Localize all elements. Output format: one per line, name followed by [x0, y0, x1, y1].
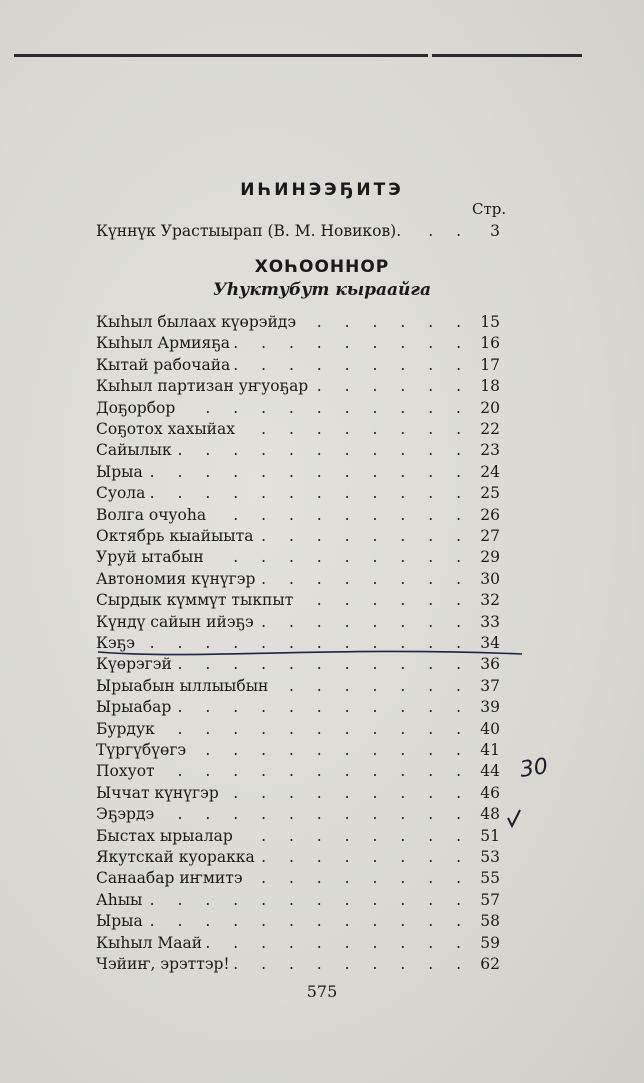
- dot-leader: . . . . . . . . . . .: [177, 698, 470, 717]
- entry-title: Кыһыл былаах күөрэйдэ: [96, 313, 297, 331]
- entry-title: Ырыабын ыллыыбын: [96, 676, 269, 695]
- dot-leader: . . . . . . . . .: [233, 783, 470, 802]
- entry-page: 51: [480, 826, 500, 845]
- dot-leader: . .: [428, 222, 470, 240]
- dot-leader: . . . . . . . . .: [233, 548, 470, 567]
- section-title: ХОҺООННОР: [254, 257, 390, 277]
- dot-leader: . . . . . . . . . . . .: [149, 634, 470, 652]
- entry-title: Октябрь кыайыыта: [96, 527, 254, 545]
- dot-leader: . . . . . . .: [288, 676, 470, 695]
- dot-leader: . . . . . . . . .: [233, 955, 470, 973]
- entry-page: 16: [480, 334, 500, 353]
- entry-title: Кытай рабочайа: [96, 355, 231, 374]
- dot-leader: . . . . . . . . . . .: [177, 805, 470, 824]
- dot-leader: . . . . . . . .: [261, 869, 470, 888]
- dot-leader: . . . . . . . . . . .: [177, 441, 470, 460]
- entry-page: 23: [480, 441, 500, 460]
- entry-page: 41: [480, 741, 500, 759]
- entry-page: 58: [480, 912, 500, 931]
- entry-title: Уруй ытабын: [96, 548, 204, 567]
- entry-title: Ырыабар: [96, 698, 172, 717]
- dot-leader: . . . . . .: [316, 313, 470, 331]
- entry-page: 34: [480, 634, 500, 652]
- entry-title: Чэйиҥ, эрэттэр!: [96, 955, 230, 973]
- entry-title: Сайылык: [96, 441, 172, 460]
- entry-title: Бурдук: [96, 719, 155, 738]
- dot-leader: . . . . . . . .: [261, 420, 470, 438]
- entry-page: 25: [480, 484, 500, 503]
- entry-page: 30: [480, 569, 500, 588]
- entry-page: 36: [480, 655, 500, 674]
- check-mark-icon: [508, 810, 520, 826]
- entry-page: 20: [480, 398, 500, 417]
- entry-page: 55: [480, 869, 500, 888]
- page-column-label: Стр.: [472, 200, 507, 218]
- dot-leader: . . . . . . . . . . .: [177, 762, 470, 781]
- entry-title: Суола: [96, 484, 146, 503]
- entry-title: Соҕотох хахыйах: [96, 420, 235, 438]
- entry-page: 27: [480, 527, 500, 545]
- entry-title: Кыһыл Маай: [96, 933, 203, 952]
- dot-leader: . . . . . . . .: [261, 527, 470, 545]
- entry-page: 18: [480, 377, 500, 396]
- entry-page: 40: [480, 719, 500, 738]
- entry-title: Кыһыл Армияҕа: [96, 334, 231, 353]
- entry-title: Ырыа: [96, 912, 143, 931]
- entry-title: Аһыы: [96, 890, 143, 909]
- entry-page: 3: [490, 222, 500, 240]
- entry-page: 26: [480, 505, 500, 524]
- entry-title: Автономия күнүгэр: [96, 569, 256, 588]
- entry-page: 37: [480, 676, 500, 695]
- entry-page: 53: [480, 848, 500, 866]
- entry-title: Санаабар иҥмитэ: [96, 869, 243, 888]
- dot-leader: . . . . . . . . .: [233, 334, 470, 353]
- entry-page: 44: [480, 762, 500, 781]
- dot-leader: . . . . . .: [316, 591, 470, 610]
- dot-leader: . . . . . . . .: [261, 848, 470, 866]
- entry-title: Сырдык күммүт тыкпыт: [96, 591, 294, 610]
- dot-leader: . . . . . . . . . .: [205, 398, 470, 417]
- entry-page: 59: [480, 933, 500, 952]
- entry-title: Доҕорбор: [96, 398, 176, 417]
- dot-leader: . . . . . . . . . .: [205, 741, 470, 759]
- dot-leader: . . . . . . . . . . . .: [149, 890, 470, 909]
- dot-leader: . . . . . . . .: [261, 612, 470, 631]
- entry-title: Якутскай куоракка: [96, 848, 255, 866]
- entry-page: 17: [480, 355, 500, 374]
- entry-title: Күндү сайын ийэҕэ: [96, 612, 254, 631]
- entry-title: Быстах ырыалар: [96, 826, 233, 845]
- entry-page: 29: [480, 548, 500, 567]
- entry-page: 15: [480, 313, 500, 331]
- entry-page: 39: [480, 698, 500, 717]
- entry-title: Волга очуоһа: [96, 505, 207, 524]
- dot-leader: . . . . . . . . . . . .: [149, 462, 470, 481]
- entry-title: Похуот: [96, 762, 155, 781]
- entry-title: Кэҕэ: [96, 634, 135, 652]
- dot-leader: . . . . . . . .: [261, 826, 470, 845]
- entry-page: 57: [480, 890, 500, 909]
- entry-page: 33: [480, 612, 500, 631]
- entry-title: Түргүбүөгэ: [96, 741, 187, 759]
- entry-title: Ыччат күнүгэр: [96, 783, 219, 802]
- entry-page: 32: [480, 591, 500, 610]
- entry-title: Эҕэрдэ: [96, 805, 155, 824]
- entry-title: Күннүк Урастыырап (В. М. Новиков).: [96, 222, 402, 240]
- entry-title: Кыһыл партизан уҥуоҕар: [96, 377, 309, 396]
- contents-title: ИҺИНЭЭҔИТЭ: [240, 180, 404, 200]
- entry-title: Күөрэгэй: [96, 655, 172, 674]
- entry-page: 22: [480, 420, 500, 438]
- dot-leader: . . . . . . . . . . . .: [149, 912, 470, 931]
- entry-page: 62: [480, 955, 500, 973]
- entry-page: 24: [480, 462, 500, 481]
- dot-leader: . . . . . . . . .: [233, 355, 470, 374]
- entry-page: 48: [480, 805, 500, 824]
- dot-leader: . . . . . . . . . . .: [177, 655, 470, 674]
- dot-leader: . . . . . . . . . . . .: [149, 484, 470, 503]
- entry-title: Ырыа: [96, 462, 143, 481]
- dot-leader: . . . . . . . . . . .: [177, 719, 470, 738]
- section-subtitle: Уһуктубут кыраайга: [213, 280, 431, 300]
- dot-leader: . . . . . . . .: [261, 569, 470, 588]
- dot-leader: . . . . . . . . .: [233, 505, 470, 524]
- dot-leader: . . . . . .: [316, 377, 470, 396]
- page-number: 575: [306, 982, 338, 1001]
- entry-page: 46: [480, 783, 500, 802]
- handwritten-annotation: 30: [518, 754, 550, 783]
- dot-leader: . . . . . . . . . .: [205, 933, 470, 952]
